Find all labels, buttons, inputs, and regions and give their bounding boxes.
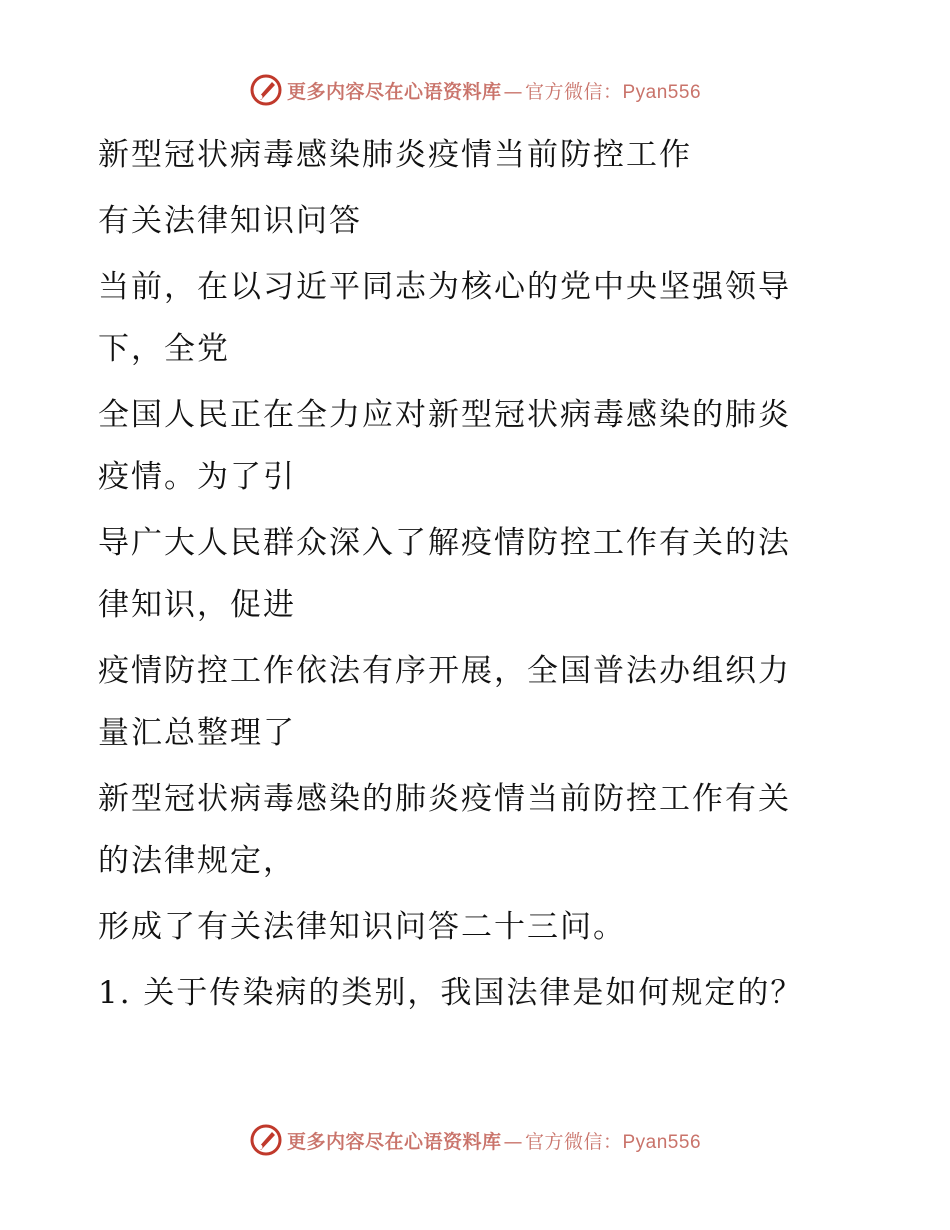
watermark-separator: — (503, 1130, 523, 1153)
paragraph-5-line-2: 的法律规定， (98, 843, 296, 879)
watermark-wechat-label: 官方微信： (524, 80, 623, 103)
watermark-wechat-id: Pyan556 (622, 81, 702, 103)
logo-icon (249, 73, 283, 107)
paragraph-2-line-2: 疫情。为了引 (98, 459, 296, 495)
paragraph-1-line-2: 下，全党 (98, 331, 230, 367)
watermark-separator: — (503, 80, 523, 103)
footer-watermark (0, 1118, 950, 1162)
watermark-wechat-label: 官方微信： (524, 1130, 623, 1153)
header-watermark (0, 68, 950, 112)
watermark-text (287, 77, 701, 104)
paragraph-4-line-2: 量汇总整理了 (98, 715, 296, 751)
paragraph-3-line-2: 律知识，促进 (98, 587, 296, 623)
paragraph-1-line-1: 当前，在以习近平同志为核心的党中央坚强领导 (98, 269, 791, 305)
watermark-main: 更多内容尽在心语资料库 (286, 1130, 502, 1153)
logo-icon (249, 1123, 283, 1157)
watermark-main: 更多内容尽在心语资料库 (286, 80, 502, 103)
watermark-text (287, 1127, 701, 1154)
watermark-wechat-id: Pyan556 (622, 1131, 702, 1153)
paragraph-6-line-1: 形成了有关法律知识问答二十三问。 (98, 909, 626, 945)
paragraph-2-line-1: 全国人民正在全力应对新型冠状病毒感染的肺炎 (98, 397, 791, 433)
document-body (98, 124, 838, 1024)
paragraph-5-line-1: 新型冠状病毒感染的肺炎疫情当前防控工作有关 (98, 781, 791, 817)
document-title-line-2: 有关法律知识问答 (98, 203, 362, 239)
document-title-line-1: 新型冠状病毒感染肺炎疫情当前防控工作 (98, 137, 692, 173)
question-1-heading: 1. 关于传染病的类别，我国法律是如何规定的？ (98, 975, 804, 1011)
paragraph-3-line-1: 导广大人民群众深入了解疫情防控工作有关的法 (98, 525, 791, 561)
paragraph-4-line-1: 疫情防控工作依法有序开展，全国普法办组织力 (98, 653, 791, 689)
